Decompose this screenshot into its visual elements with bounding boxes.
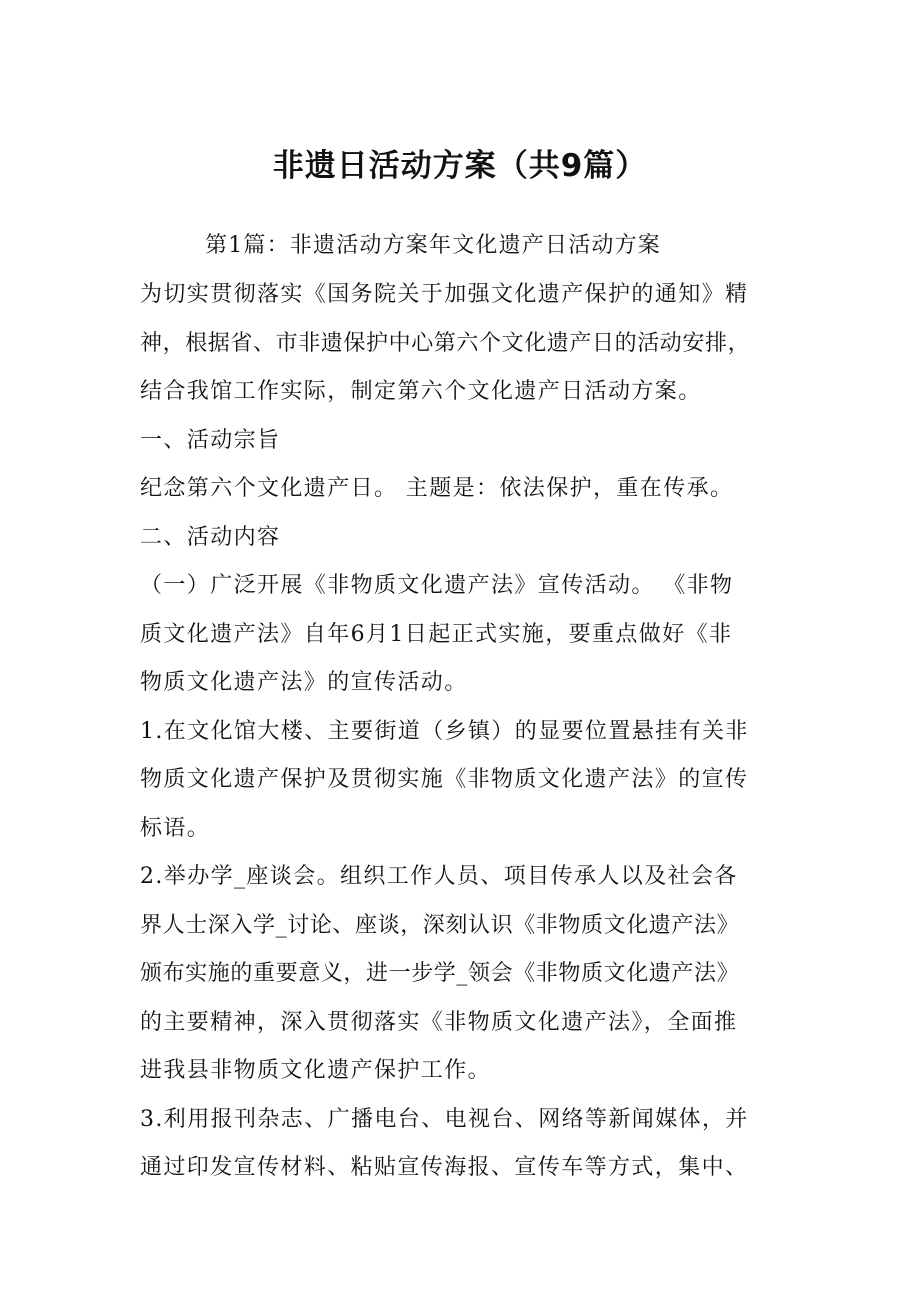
body-line: 为切实贯彻落实《国务院关于加强文化遗产保护的通知》精 [140,282,749,307]
body-line: （一）广泛开展《非物质文化遗产法》宣传活动。 《非物 [140,573,734,598]
body-line: 物质文化遗产法》的宣传活动。 [140,670,468,695]
body-line: 纪念第六个文化遗产日。 主题是：依法保护，重在传承。 [140,476,734,501]
body-line: 的主要精神，深入贯彻落实《非物质文化遗产法》，全面推 [140,1009,738,1035]
body-line: 界人士深入学_讨论、座谈，深刻认识《非物质文化遗产法》 [140,912,740,938]
body-line: 通过印发宣传材料、粘贴宣传海报、宣传车等方式，集中、 [140,1155,749,1180]
body-line: 质文化遗产法》自年6月1日起正式实施，要重点做好《非 [140,621,733,647]
body-line: 1.在文化馆大楼、主要街道（乡镇）的显要位置悬挂有关非 [140,718,749,744]
body-line: 标语。 [140,815,211,841]
body-line: 2.举办学_座谈会。组织工作人员、项目传承人以及社会各 [140,864,738,889]
body-line: 进我县非物质文化遗产保护工作。 [140,1058,492,1083]
body-line: 结合我馆工作实际，制定第六个文化遗产日活动方案。 [140,379,702,404]
section-heading: 一、活动宗旨 [140,427,281,453]
section-heading: 二、活动内容 [140,524,281,550]
body-line: 3.利用报刊杂志、广播电台、电视台、网络等新闻媒体，并 [140,1106,749,1132]
body-line: 神，根据省、市非遗保护中心第六个文化遗产日的活动安排， [140,330,751,356]
document-title: 非遗日活动方案（共9篇） [272,148,648,184]
document-subtitle: 第1篇：非遗活动方案年文化遗产日活动方案 [205,233,661,258]
document-body [140,271,790,1193]
body-line: 物质文化遗产保护及贯彻实施《非物质文化遗产法》的宣传 [140,767,749,792]
body-line: 颁布实施的重要意义，进一步学_领会《非物质文化遗产法》 [140,961,740,986]
